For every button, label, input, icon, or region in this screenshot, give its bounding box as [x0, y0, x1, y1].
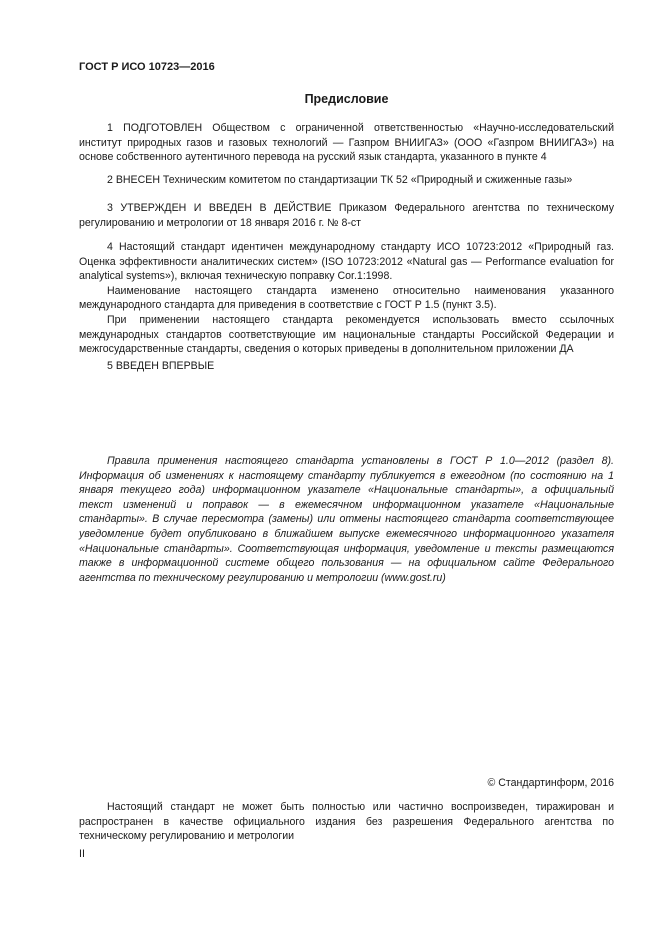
page-title: Предисловие — [304, 92, 389, 106]
item-4-name-change: Наименование настоящего стандарта изменено относительно наименования указанного международного стандарта для приведения в соответствие с ГОСТ Р 1.5 (пункт 3.5). — [79, 284, 614, 312]
rules-note-text: Правила применения настоящего стандарта установлены в ГОСТ Р 1.0—2012 (раздел 8). Информация об изменениях к настоящему стандарту публикуется в ежегодном (по состоянию на 1 января текущего года) информационном указателе «Национальные стандарты», а официальный текст изменений и поправок — в ежемесячном информационном указателе «Национальные стандарты». В случае пересмотра (замены) или отмены настоящего стандарта соответствующее уведомление будет опубликовано в ближайшем выпуске ежемесячного информационного указателя «Национальные стандарты». Соответствующая информация, уведомление и тексты размещаются также в информационной системе общего пользования — на официальном сайте Федерального агентства по техническому регулированию и метрологии (www.gost.ru) — [79, 455, 614, 584]
rules-note — [79, 454, 614, 585]
item-4-text: 4 Настоящий стандарт идентичен международному стандарту ИСО 10723:2012 «Природный газ. Оценка эффективности аналитических систем» (ISO 10723:2012 «Natural gas — Performance evaluation for analytical systems»), включая техническую поправку Cor.1:1998. — [79, 241, 614, 283]
item-2 — [79, 173, 614, 188]
reproduction-note-text: Настоящий стандарт не может быть полностью или частично воспроизведен, тиражирован и распространен в качестве официального издания без разрешения Федерального агентства по техническому регулированию и метрологии — [79, 801, 614, 843]
item-1-text: 1 ПОДГОТОВЛЕН Обществом с ограниченной ответственностью «Научно-исследовательский институт природных газов и газовых технологий — Газпром ВНИИГАЗ» (ООО «Газпром ВНИИГАЗ») на основе собственного аутентичного перевода на русский язык стандарта, указанного в пункте 4 — [79, 122, 614, 164]
item-3 — [79, 201, 614, 230]
item-2-text: 2 ВНЕСЕН Техническим комитетом по стандартизации ТК 52 «Природный и сжиженные газы» — [107, 174, 573, 186]
standard-code-header: ГОСТ Р ИСО 10723—2016 — [79, 61, 215, 73]
item-3-text: 3 УТВЕРЖДЕН И ВВЕДЕН В ДЕЙСТВИЕ Приказом Федерального агентства по техническому регулированию и метрологии от 18 января 2016 г. № 8-ст — [79, 202, 614, 229]
item-4-references: При применении настоящего стандарта рекомендуется использовать вместо ссылочных международных стандартов соответствующие им национальные стандарты Российской Федерации и межгосударственные стандарты, сведения о которых приведены в дополнительном приложении ДА — [79, 313, 614, 356]
copyright: © Стандартинформ, 2016 — [487, 777, 614, 789]
page-number: II — [79, 848, 85, 860]
item-5 — [79, 359, 614, 374]
item-4 — [79, 240, 614, 357]
item-1 — [79, 121, 614, 165]
item-5-text: 5 ВВЕДЕН ВПЕРВЫЕ — [107, 360, 215, 372]
reproduction-note — [79, 800, 614, 844]
